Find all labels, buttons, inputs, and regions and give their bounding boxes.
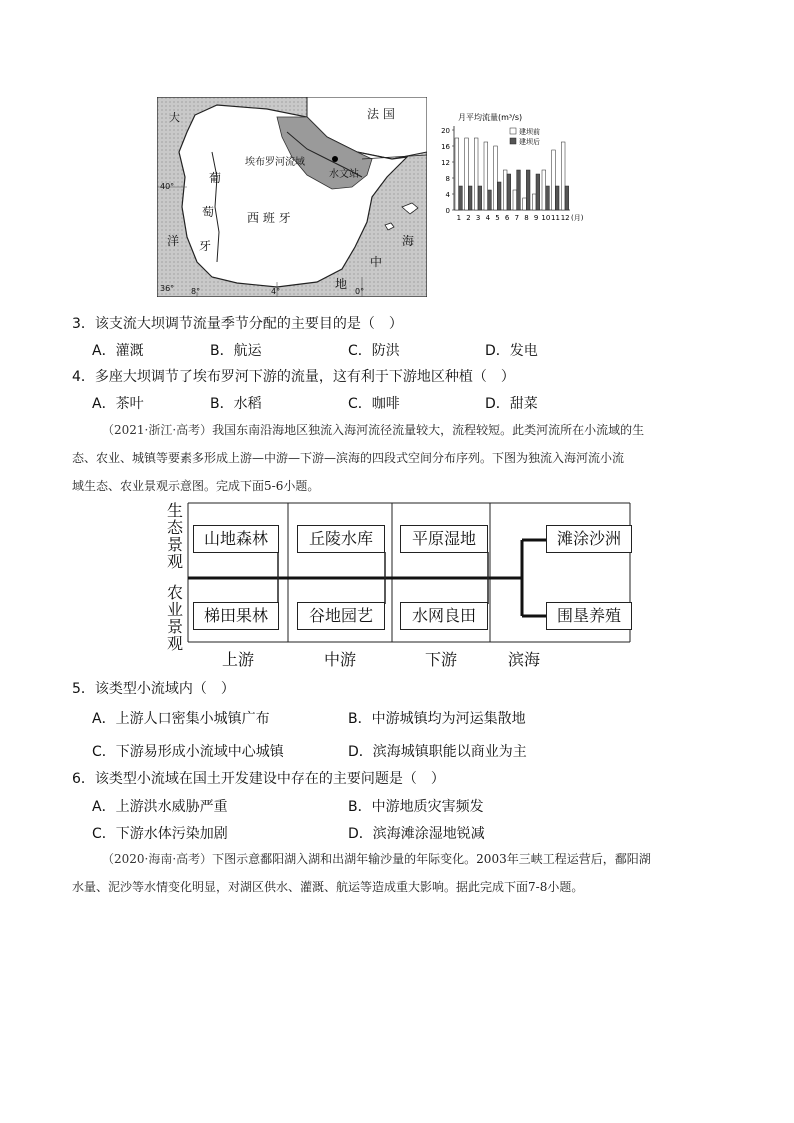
segment-downstream: 下游: [424, 650, 457, 669]
chart-y-tick-label: 8: [445, 175, 450, 183]
chart-bar-before: [503, 170, 507, 210]
chart-bar-after: [546, 186, 550, 210]
intro-5-6-line3: 域生态、农业景观示意图。完成下面5-6小题。: [72, 479, 320, 493]
chart-x-tick-label: 9: [533, 214, 539, 222]
chart-x-tick-label: 10: [541, 214, 551, 222]
intro-7-8-source: （2020·海南·高考）: [102, 852, 213, 866]
eco-box-hill-reservoir: 丘陵水库: [297, 525, 385, 553]
question-5-stem: 5．该类型小流域内（ ）: [72, 681, 235, 697]
chart-bar-before: [484, 142, 488, 210]
q5-option-a[interactable]: A．上游人口密集小城镇广布: [92, 711, 270, 727]
segment-upstream: 上游: [221, 650, 254, 669]
map-label-lon0: 0°: [355, 287, 365, 296]
chart-x-tick-label: 6: [504, 214, 510, 222]
chart-bar-after: [517, 170, 521, 210]
chart-y-tick-label: 0: [445, 207, 450, 215]
chart-x-tick-label: 4: [485, 214, 491, 222]
map-drawing: [157, 97, 427, 297]
intro-5-6-source: （2021·浙江·高考）: [102, 423, 213, 437]
q4-option-a[interactable]: A．茶叶: [92, 396, 144, 412]
chart-bar-after: [536, 174, 540, 210]
chart-bar-before: [532, 194, 536, 210]
flow-chart-svg: [430, 108, 600, 228]
landscape-diagram: [160, 500, 640, 670]
intro-5-6: [72, 416, 732, 500]
agri-box-reclamation-aquaculture: 围垦养殖: [546, 602, 632, 630]
chart-bar-before: [455, 138, 459, 210]
question-3-stem: 3．该支流大坝调节流量季节分配的主要目的是（ ）: [72, 316, 403, 332]
chart-bar-after: [565, 186, 569, 210]
station-marker: [332, 156, 338, 162]
flow-chart: [430, 108, 600, 228]
iberia-map: [157, 97, 427, 297]
map-label-ya1: 牙: [199, 239, 212, 253]
chart-x-label: (月): [571, 214, 584, 222]
segment-midstream: 中游: [323, 650, 356, 669]
chart-y-tick-label: 16: [441, 143, 450, 151]
q3-option-d[interactable]: D．发电: [485, 343, 538, 359]
chart-x-tick-label: 12: [560, 214, 570, 222]
eco-box-mountain-forest: 山地森林: [193, 525, 279, 553]
agri-box-valley-horticulture: 谷地园艺: [297, 602, 385, 630]
map-label-lat36: 36°: [160, 284, 175, 293]
chart-bar-after: [555, 186, 559, 210]
q5-option-c[interactable]: C．下游易形成小流域中心城镇: [92, 744, 284, 760]
chart-x-tick-label: 2: [466, 214, 471, 222]
chart-x-tick-label: 1: [456, 214, 462, 222]
q3-option-c[interactable]: C．防洪: [348, 343, 400, 359]
q5-option-d[interactable]: D．滨海城镇职能以商业为主: [348, 744, 527, 760]
chart-bar-before: [465, 138, 469, 210]
chart-legend-swatch: [510, 138, 516, 144]
chart-legend-label: 建坝后: [519, 138, 540, 146]
chart-bar-before: [523, 198, 527, 210]
question-4-stem: 4．多座大坝调节了埃布罗河下游的流量，这有利于下游地区种植（ ）: [72, 369, 515, 385]
intro-7-8: [72, 845, 732, 901]
chart-bar-after: [526, 170, 530, 210]
q6-option-d[interactable]: D．滨海滩涂湿地锐减: [348, 826, 485, 842]
intro-5-6-line2: 态、农业、城镇等要素多形成上游—中游—下游—滨海的四段式空间分布序列。下图为独流入海河流小流: [72, 451, 625, 465]
chart-y-tick-label: 20: [441, 127, 450, 135]
agri-box-paddy-fields: 水网良田: [400, 602, 488, 630]
chart-legend-label: 建坝前: [519, 128, 540, 136]
chart-x-tick-label: 11: [551, 214, 560, 222]
chart-bar-after: [497, 182, 501, 210]
map-label-di: 地: [335, 277, 348, 291]
q6-option-c[interactable]: C．下游水体污染加剧: [92, 826, 228, 842]
map-label-da: 大: [169, 111, 180, 124]
q4-option-c[interactable]: C．咖啡: [348, 396, 400, 412]
q3-option-a[interactable]: A．灌溉: [92, 343, 144, 359]
eco-landscape-label: 生 态 景 观: [166, 501, 183, 571]
map-label-hai: 海: [402, 234, 415, 248]
map-label-spain: 西 班 牙: [247, 211, 291, 225]
q6-option-a[interactable]: A．上游洪水威胁严重: [92, 799, 228, 815]
map-label-lon8: 8°: [191, 287, 201, 296]
chart-bar-before: [513, 190, 517, 210]
map-label-tao: 萄: [202, 205, 215, 219]
q3-option-b[interactable]: B．航运: [210, 343, 262, 359]
q5-option-b[interactable]: B．中游城镇均为河运集散地: [348, 711, 526, 727]
intro-7-8-line1: 下图示意鄱阳湖入湖和出湖年输沙量的年际变化。2003年三峡工程运营后，鄱阳湖: [212, 852, 651, 866]
q4-option-d[interactable]: D．甜菜: [485, 396, 538, 412]
chart-y-tick-label: 12: [441, 159, 450, 167]
agri-box-terrace-orchard: 梯田果林: [193, 602, 279, 630]
q6-option-b[interactable]: B．中游地质灾害频发: [348, 799, 484, 815]
eco-box-tidal-flats: 滩涂沙洲: [546, 525, 632, 553]
intro-7-8-line2: 水量、泥沙等水情变化明显，对湖区供水、灌溉、航运等造成重大影响。据此完成下面7-8小题。: [72, 880, 584, 894]
map-label-basin: 埃布罗河流域: [245, 157, 305, 168]
chart-x-tick-label: 8: [524, 214, 529, 222]
chart-legend-swatch: [510, 128, 516, 134]
map-label-france: 法 国: [367, 107, 395, 121]
chart-bar-after: [507, 174, 511, 210]
map-label-lon4: 4°: [271, 287, 281, 296]
eco-box-plain-wetland: 平原湿地: [400, 525, 488, 553]
segment-coastal: 滨海: [507, 650, 540, 669]
map-label-lat40: 40°: [160, 182, 175, 191]
map-label-pu: 葡: [209, 171, 222, 185]
chart-y-tick-label: 4: [445, 191, 450, 199]
map-label-station: 水文站: [329, 169, 359, 180]
chart-bar-before: [552, 150, 556, 210]
map-label-zhong: 中: [370, 255, 383, 269]
chart-bar-before: [542, 170, 546, 210]
question-6-stem: 6．该类型小流域在国土开发建设中存在的主要问题是（ ）: [72, 771, 445, 787]
chart-bar-after: [478, 186, 482, 210]
chart-bar-after: [488, 190, 492, 210]
chart-bar-before: [494, 146, 498, 210]
intro-5-6-line1: 我国东南沿海地区独流入海河流径流量较大，流程较短。此类河流所在小流域的生: [212, 423, 645, 437]
chart-bar-before: [561, 142, 565, 210]
chart-bar-before: [474, 138, 478, 210]
chart-x-tick-label: 3: [475, 214, 481, 222]
agri-landscape-label: 农 业 景 观: [166, 583, 183, 653]
q4-option-b[interactable]: B．水稻: [210, 396, 262, 412]
chart-x-tick-label: 7: [514, 214, 520, 222]
chart-bar-after: [468, 186, 472, 210]
chart-x-tick-label: 5: [495, 214, 500, 222]
map-label-yang: 洋: [167, 234, 180, 248]
chart-title: 月平均流量(m³/s): [458, 113, 523, 122]
chart-bar-after: [459, 186, 463, 210]
